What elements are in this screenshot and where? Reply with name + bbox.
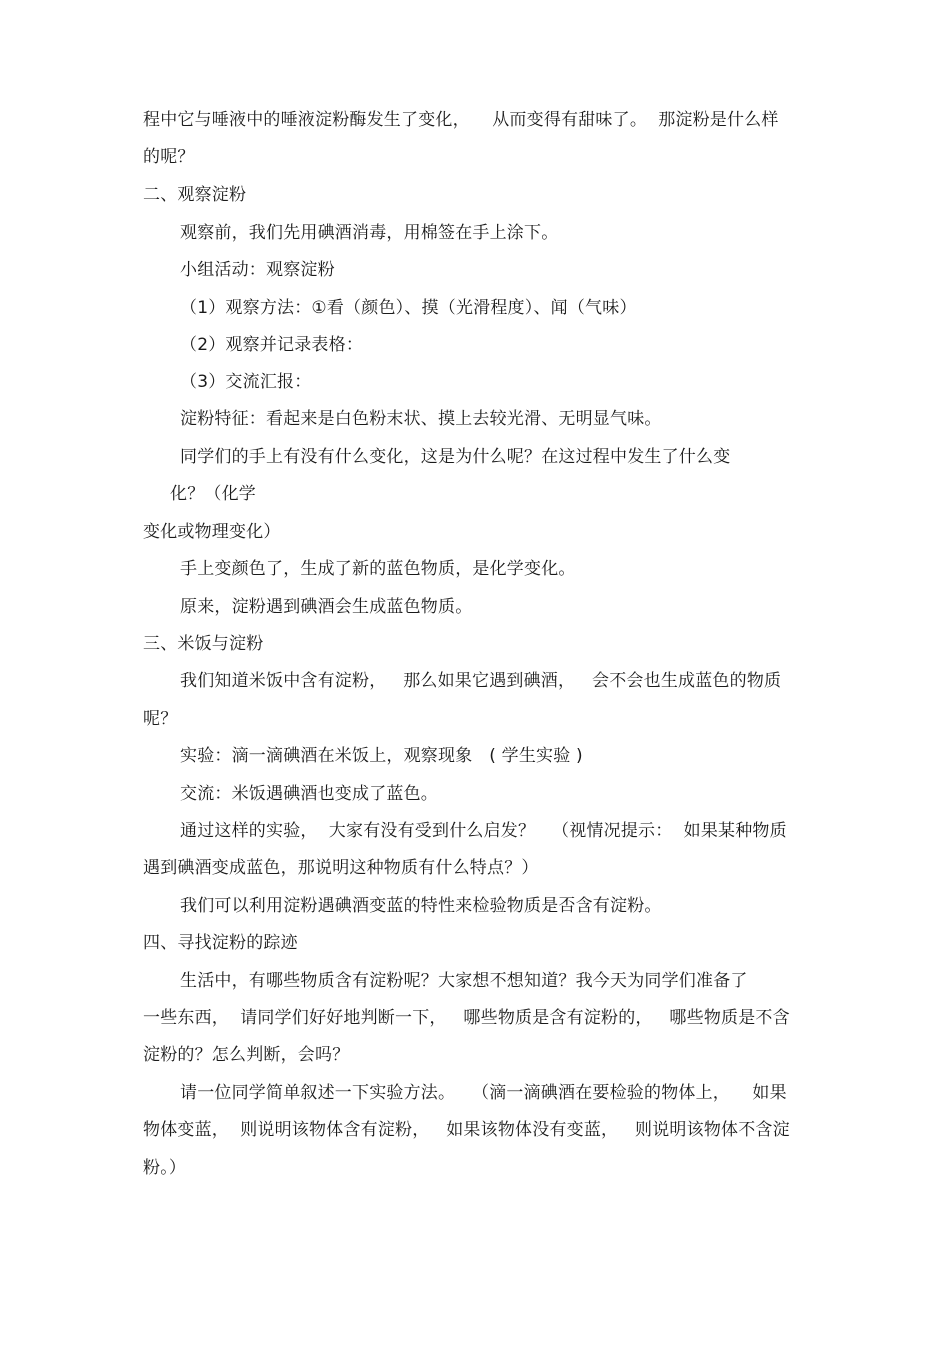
text-line: （3）交流汇报：: [180, 372, 312, 392]
text-line: 通过这样的实验， 大家有没有受到什么启发？ （视情况提示： 如果某种物质: [180, 821, 787, 841]
text-line: 程中它与唾液中的唾液淀粉酶发生了变化， 从而变得有甜味了。 那淀粉是什么样: [143, 110, 779, 130]
text-line: 小组活动：观察淀粉: [180, 260, 335, 280]
text-line: 我们可以利用淀粉遇碘酒变蓝的特性来检验物质是否含有淀粉。: [180, 896, 662, 916]
text-line: 变化或物理变化）: [143, 522, 281, 542]
text-line: 手上变颜色了，生成了新的蓝色物质，是化学变化。: [180, 559, 576, 579]
text-line: 生活中，有哪些物质含有淀粉呢？大家想不想知道？我今天为同学们准备了: [180, 971, 748, 991]
text-line: 同学们的手上有没有什么变化，这是为什么呢？在这过程中发生了什么变: [180, 447, 731, 467]
text-line: （1）观察方法：①看（颜色）、摸（光滑程度）、闻（气味）: [180, 298, 637, 318]
section-heading: 四、寻找淀粉的踪迹: [143, 933, 298, 953]
text-line: 淀粉特征：看起来是白色粉末状、摸上去较光滑、无明显气味。: [180, 409, 662, 429]
text-line: 一些东西， 请同学们好好地判断一下， 哪些物质是含有淀粉的， 哪些物质是不含: [143, 1008, 790, 1028]
text-line: （2）观察并记录表格：: [180, 335, 364, 355]
text-line: 物体变蓝， 则说明该物体含有淀粉， 如果该物体没有变蓝， 则说明该物体不含淀: [143, 1120, 790, 1140]
section-heading: 三、米饭与淀粉: [143, 634, 264, 654]
section-heading: 二、观察淀粉: [143, 185, 247, 205]
text-line: 呢？: [143, 709, 178, 729]
text-line: 遇到碘酒变成蓝色，那说明这种物质有什么特点？）: [143, 858, 539, 878]
text-line: 淀粉的？怎么判断，会吗？: [143, 1045, 350, 1065]
text-line: 实验：滴一滴碘酒在米饭上，观察现象 ( 学生实验 ): [180, 746, 583, 766]
text-line: 化？（化学: [170, 484, 256, 504]
text-line: 交流：米饭遇碘酒也变成了蓝色。: [180, 784, 438, 804]
text-line: 观察前，我们先用碘酒消毒，用棉签在手上涂下。: [180, 223, 559, 243]
text-line: 我们知道米饭中含有淀粉， 那么如果它遇到碘酒， 会不会也生成蓝色的物质: [180, 671, 782, 691]
text-line: 的呢？: [143, 147, 195, 167]
text-line: 原来，淀粉遇到碘酒会生成蓝色物质。: [180, 597, 473, 617]
text-line: 请一位同学简单叙述一下实验方法。 （滴一滴碘酒在要检验的物体上， 如果: [180, 1083, 787, 1103]
text-line: 粉。）: [143, 1158, 187, 1178]
